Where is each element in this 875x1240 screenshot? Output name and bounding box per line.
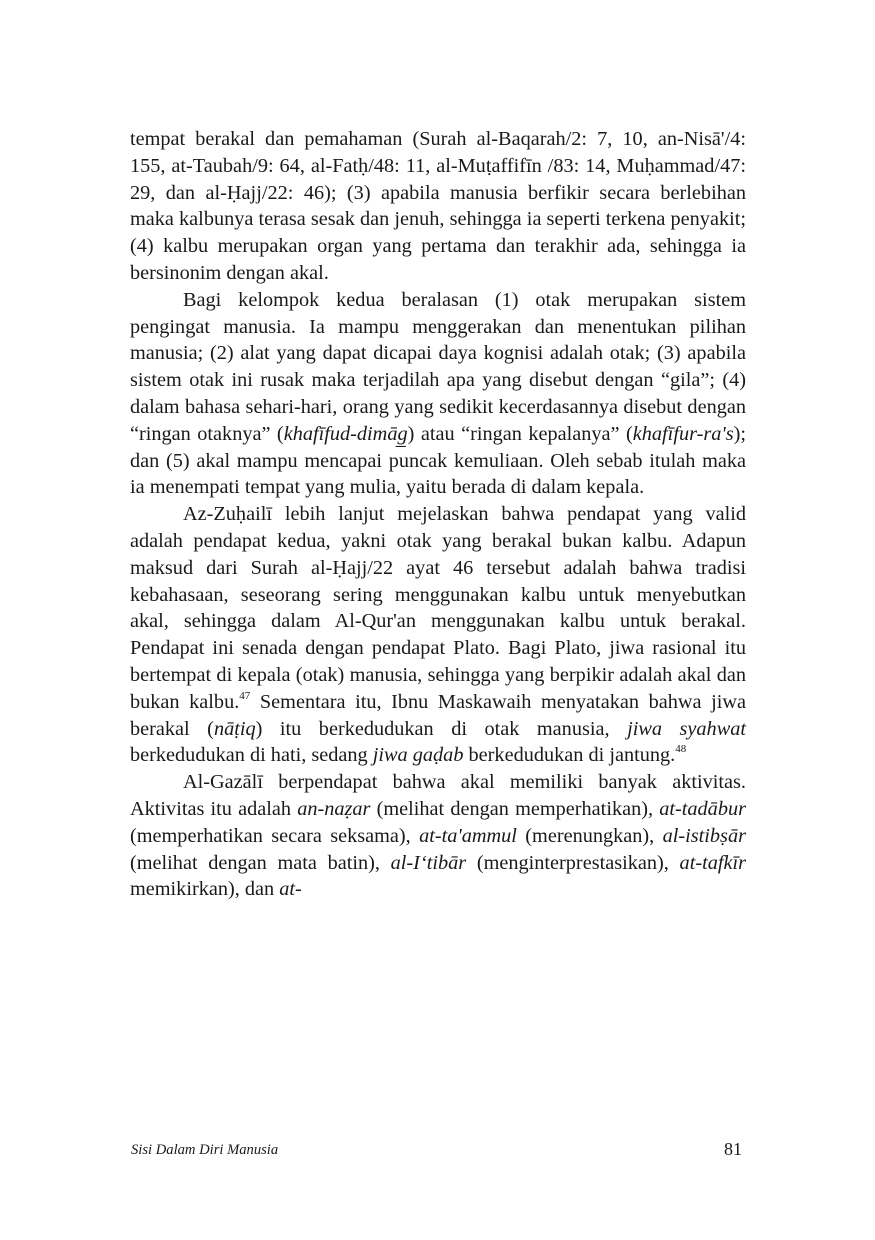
running-footer-title: Sisi Dalam Diri Manusia bbox=[131, 1142, 279, 1158]
text-run: tempat berakal dan pemahaman (Surah al-Baqarah/2: 7, 10, an-Nisā'/4: 155, at-Taubah/9: 64, al-Fatḥ/48: 11, al-Muṭaffifīn /83: 14, Muḥammad/47: 29, dan al-Ḥajj/22: 46); (3) apabila manusia berfikir secara berlebihan maka kalbunya terasa sesak dan jenuh, sehingga ia seperti terkena penyakit; (4) kalbu merupakan organ yang pertama dan terakhir ada, sehingga ia bersinonim dengan akal. bbox=[130, 128, 746, 284]
text-run: (melihat dengan memperhatikan), bbox=[370, 797, 660, 820]
italic-term: al-istibṣār bbox=[662, 824, 746, 847]
footnote-ref: 47 bbox=[239, 689, 251, 702]
text-run: ); dan (5) akal mampu mencapai puncak kemuliaan. Oleh sebab itulah maka ia menempati tempat yang mulia, yaitu berada di dalam kepala. bbox=[130, 422, 746, 499]
text-run: (merenungkan), bbox=[516, 824, 663, 847]
italic-term: al-I‘tibār bbox=[390, 851, 467, 874]
body-paragraph bbox=[130, 769, 746, 903]
italic-term: khafīfud-dimāg̲ bbox=[283, 422, 408, 445]
text-run: (memperhatikan secara seksama), bbox=[130, 824, 420, 847]
text-run: (melihat dengan mata batin), bbox=[130, 851, 391, 874]
footnote-ref: 48 bbox=[675, 743, 687, 756]
text-run: Al-Gazālī berpendapat bahwa akal memiliki banyak aktivitas. Aktivitas itu adalah bbox=[130, 771, 746, 820]
text-run: ) itu berkedudukan di otak manusia, bbox=[255, 717, 628, 740]
text-run: berkedudukan di hati, sedang bbox=[130, 744, 373, 767]
body-paragraph bbox=[130, 287, 746, 501]
italic-term: khafīfur-ra's bbox=[632, 422, 734, 445]
italic-term: at- bbox=[279, 878, 302, 901]
body-paragraph bbox=[130, 126, 746, 287]
page-number: 81 bbox=[724, 1139, 742, 1159]
text-run: Bagi kelompok kedua beralasan (1) otak merupakan sistem pengingat manusia. Ia mampu menggerakan dan menentukan pilihan manusia; (2) alat yang dapat dicapai daya kognisi adalah otak; (3) apabila sistem otak ini rusak maka terjadilah apa yang disebut dengan “gila”; (4) dalam bahasa sehari-hari, orang yang sedikit kecerdasannya disebut dengan “ringan otaknya” ( bbox=[130, 288, 746, 445]
italic-term: at-tadābur bbox=[659, 797, 746, 820]
text-run: ) atau “ringan kepalanya” ( bbox=[407, 422, 633, 445]
italic-term: at-ta'ammul bbox=[419, 824, 517, 847]
italic-term: an-naẓar bbox=[297, 797, 371, 820]
italic-term: at-tafkīr bbox=[679, 851, 747, 874]
text-run: Az-Zuḥailī lebih lanjut mejelaskan bahwa pendapat yang valid adalah pendapat kedua, yakni otak yang berakal bukan kalbu. Adapun maksud dari Surah al-Ḥajj/22 ayat 46 tersebut adalah bahwa tradisi kebahasaan, seseorang sering menggunakan kalbu untuk menyebutkan akal, sehingga dalam Al-Qur'an menggunakan kalbu untuk berakal. Pendapat ini senada dengan pendapat Plato. Bagi Plato, jiwa rasional itu bertempat di kepala (otak) manusia, sehingga yang berpikir adalah akal dan bukan kalbu. bbox=[130, 503, 746, 713]
italic-term: jiwa gaḍab bbox=[372, 744, 464, 767]
italic-term: nāṭiq bbox=[213, 717, 256, 740]
text-run: berkedudukan di jantung. bbox=[463, 744, 676, 767]
text-run: memikirkan), dan bbox=[130, 878, 280, 901]
text-run: (menginterprestasikan), bbox=[466, 851, 680, 874]
page-body bbox=[130, 126, 746, 903]
italic-term: jiwa syahwat bbox=[627, 717, 746, 740]
body-paragraph bbox=[130, 501, 746, 769]
text-run: Sementara itu, Ibnu Maskawaih menyatakan bahwa jiwa berakal ( bbox=[130, 690, 747, 740]
